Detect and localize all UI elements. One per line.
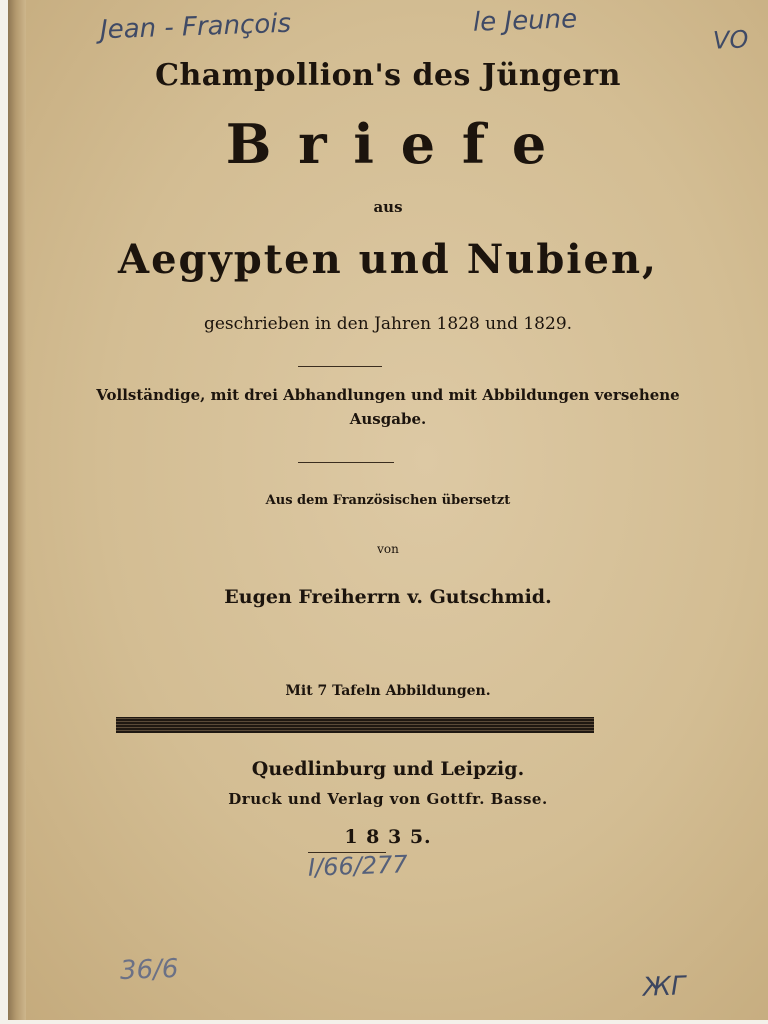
title-page — [8, 0, 768, 1020]
ink-mark: ЖГ — [642, 971, 687, 1003]
translation-by: von — [377, 542, 399, 556]
translator-name: Eugen Freiherrn v. Gutschmid. — [224, 586, 552, 608]
plates-note: Mit 7 Tafeln Abbildungen. — [285, 683, 491, 699]
subtitle-places: Aegypten und Nubien, — [118, 236, 658, 283]
library-call-number: I/66/277 — [307, 850, 409, 882]
subtitle-years: geschrieben in den Jahren 1828 und 1829. — [203, 314, 573, 334]
imprint-place: Quedlinburg und Leipzig. — [251, 758, 525, 780]
imprint-year: 1 8 3 5. — [344, 826, 432, 848]
handwritten-name: Jean - François — [99, 8, 292, 46]
divider-rule — [298, 462, 394, 463]
pencil-mark: 36/6 — [119, 953, 179, 987]
edition-line: Vollständige, mit drei Abhandlungen und mit Abbildungen versehene — [96, 386, 680, 404]
main-title: B r i e f e — [225, 112, 551, 176]
imprint-publisher: Druck und Verlag von Gottfr. Basse. — [228, 790, 548, 808]
edition-line-2: Ausgabe. — [349, 410, 427, 428]
author-line: Champollion's des Jüngern — [155, 58, 621, 93]
divider-rule — [298, 366, 382, 367]
translation-note: Aus dem Französischen übersetzt — [265, 493, 511, 508]
ornamental-bar — [116, 717, 594, 733]
handwritten-epithet: le Jeune — [472, 4, 578, 38]
title-connector: aus — [373, 198, 403, 216]
handwritten-number: VO — [712, 25, 749, 55]
